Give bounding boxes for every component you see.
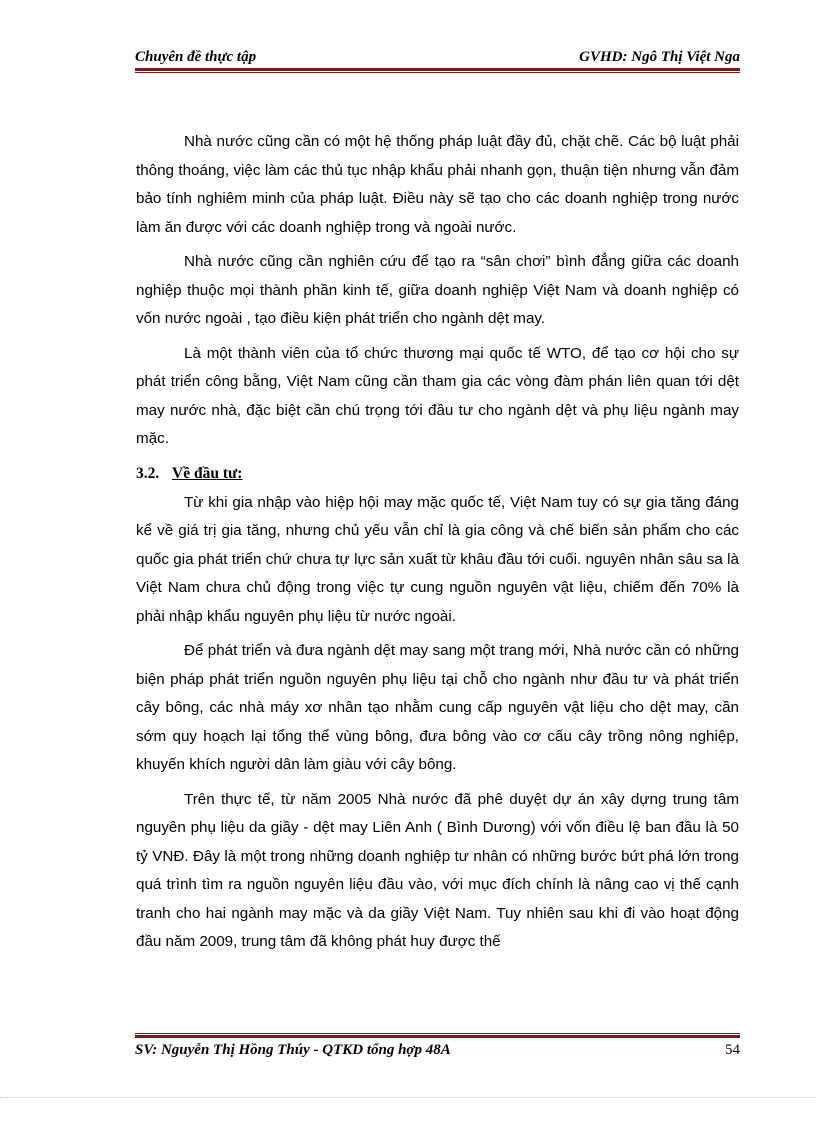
paragraph-wto: Là một thành viên của tổ chức thương mại quốc tế WTO, để tạo cơ hội cho sự phát triển công bằng, Việt Nam cũng cần tham gia các vòng đàm phán liên quan tới dệt may nước nhà, đặc biệt cần chú trọng tới đầu tư cho ngành dệt và phụ liệu ngành may mặc. xyxy=(136,344,739,447)
paragraph-lien-anh-center: Trên thực tế, từ năm 2005 Nhà nước đã phê duyệt dự án xây dựng trung tâm nguyên phụ liệu da giầy - dệt may Liên Anh ( Bình Dương) với vốn điều lệ ban đầu là 50 tỷ VNĐ. Đây là một trong những doanh nghiệp tư nhân có những bước bứt phá lớn trong quá trình tìm ra nguồn nguyên liệu đầu vào, với mục đích chính là nâng cao vị thế cạnh tranh cho hai ngành may mặc và da giầy Việt Nam. Tuy nhiên sau khi đi vào hoạt động đầu năm 2009, trung tâm đã không phát huy được thế xyxy=(136,790,739,950)
page-body xyxy=(136,128,739,963)
paragraph-cotton-development: Để phát triển và đưa ngành dệt may sang một trang mới, Nhà nước cần có những biện pháp phát triển nguồn nguyên phụ liệu tại chỗ cho ngành như đầu tư và phát triển cây bông, các nhà máy xơ nhân tạo nhằm cung cấp nguyên vật liệu cho dệt may, cần sớm quy hoạch lại tổng thể vùng bông, đưa bông vào cơ cấu cây trồng nông nghiệp, khuyến khích người dân làm giàu với cây bông. xyxy=(136,642,739,773)
paragraph-level-playing-field: Nhà nước cũng cần nghiên cứu để tạo ra “sân chơi” bình đẳng giữa các doanh nghiệp thuộc mọi thành phần kinh tế, giữa doanh nghiệp Việt Nam và doanh nghiệp có vốn nước ngoài , tạo điều kiện phát triển cho ngành dệt may. xyxy=(136,253,739,327)
page-number: 54 xyxy=(725,1042,740,1058)
footer-student: SV: Nguyễn Thị Hồng Thúy - QTKD tổng hợp 48A xyxy=(135,1042,451,1058)
footer-divider xyxy=(135,1033,740,1038)
page-boundary xyxy=(0,1097,816,1098)
section-title: Về đầu tư: xyxy=(172,464,243,482)
paragraph-materials-import: Từ khi gia nhập vào hiệp hội may mặc quốc tế, Việt Nam tuy có sự gia tăng đáng kể về giá trị gia tăng, nhưng chủ yếu vẫn chỉ là gia công và chế biến sản phẩm cho các quốc gia phát triển chứ chưa tự lực sản xuất từ khâu đầu tới cuối. nguyên nhân sâu sa là Việt Nam chưa chủ động trong việc tự cung nguồn nguyên vật liệu, chiếm đến 70% là phải nhập khẩu nguyên phụ liệu từ nước ngoài. xyxy=(136,493,739,625)
page-footer xyxy=(135,1042,740,1062)
page-header xyxy=(135,49,740,69)
paragraph-legal-system: Nhà nước cũng cần có một hệ thống pháp luật đầy đủ, chặt chẽ. Các bộ luật phải thông thoáng, việc làm các thủ tục nhập khẩu phải nhanh gọn, thuận tiện nhưng vẫn đảm bảo tính nghiêm minh của pháp luật. Điều này sẽ tạo cho các doanh nghiệp trong nước làm ăn được với các doanh nghiệp trong và ngoài nước. xyxy=(136,133,739,236)
header-divider xyxy=(135,68,740,73)
section-number: 3.2. xyxy=(136,464,160,482)
section-heading xyxy=(136,460,739,488)
header-supervisor: GVHD: Ngô Thị Việt Nga xyxy=(579,49,740,65)
header-document-title: Chuyên đề thực tập xyxy=(135,49,257,65)
